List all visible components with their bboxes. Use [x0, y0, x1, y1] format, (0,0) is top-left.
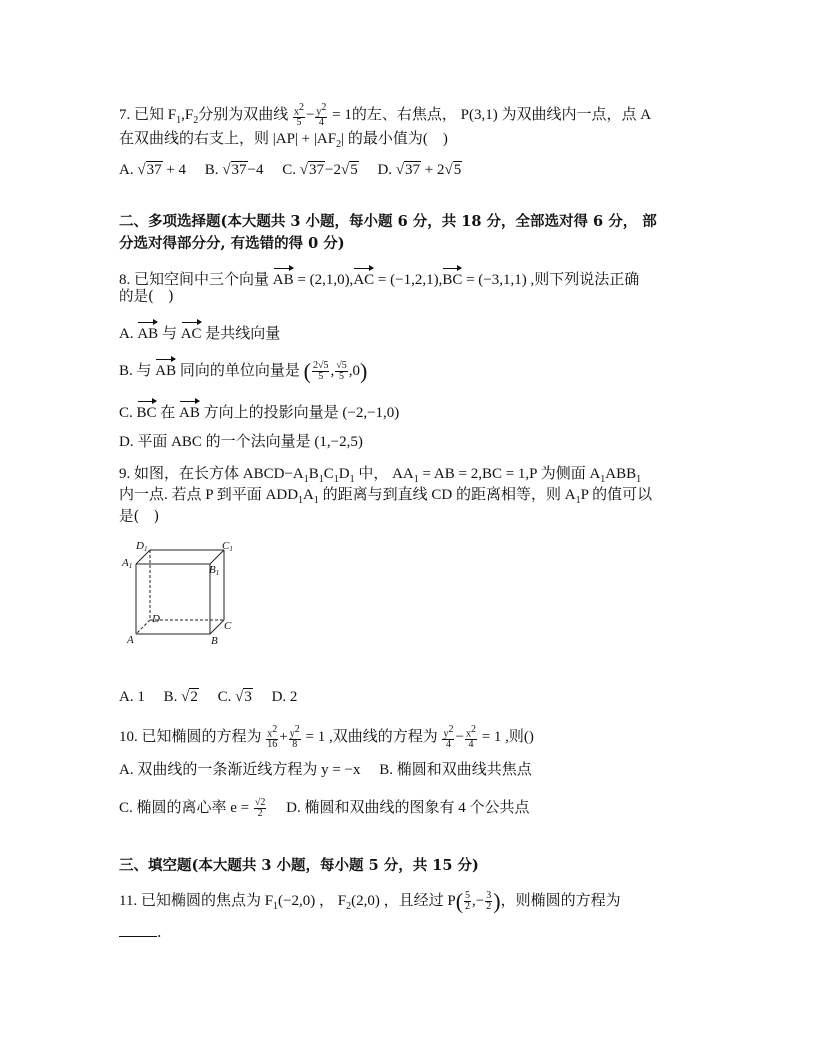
q7-option-a: A. √37 + 4	[119, 162, 187, 178]
q8-option-b: B. 与 AB 同向的单位向量是 ( $\frac{2√5}{5}$ , $\frac{√5}{5}$ ,0)	[119, 358, 368, 384]
q8-option-d: D. 平面 ABC 的一个法向量是 (1,−2,5)	[119, 434, 363, 450]
q9-option-a: A. 1	[119, 689, 145, 705]
label-d: D	[152, 613, 160, 625]
edge-da	[136, 620, 150, 634]
q8-option-a: A. AB 与 AC 是共线向量	[119, 320, 280, 344]
q9-line1: 9. 如图，在长方体 $ABCD-A_1B_1C_1D_1$ 中， $AA_1$ = AB = 2,BC = 1,P 为侧面 $A_1ABB_1$	[119, 466, 642, 485]
section3-heading: 三、填空题(本大题共 3 小题，每小题 5 分，共 15 分)	[119, 857, 479, 874]
q9-option-d: D. 2	[271, 689, 298, 705]
label-a: A	[127, 634, 134, 646]
q10-option-c: C. 椭圆的离心率 e = $\frac{√2}{2}$	[119, 797, 266, 820]
label-a1: A1	[122, 557, 133, 570]
label-c: C	[224, 620, 232, 632]
label-b1: B1	[209, 564, 220, 577]
q7-line1: 7. 已知 $F_1,F_2$分别为双曲线 $\frac{x^2}{5}$ − $\frac{y^2}{4}$ = 1的左、右焦点， P(3,1) 为双曲线内一点，点 A	[119, 102, 652, 129]
q10-option-d: D. 椭圆和双曲线的图象有 4 个公共点	[286, 800, 530, 816]
q7-option-d: D. √37 + 2√5	[377, 162, 462, 178]
q7-options	[119, 160, 462, 180]
q8-option-c: C. BC 在 AB 方向上的投影向量是 (−2,−1,0)	[119, 399, 399, 423]
q10-option-a: A. 双曲线的一条渐近线方程为 y = −x	[119, 762, 361, 778]
q10-options-ab	[119, 760, 532, 780]
edge-cb	[210, 620, 224, 634]
q7-option-b: B. √37−4	[204, 162, 264, 178]
q9-options	[119, 687, 297, 707]
cuboid-figure	[118, 536, 248, 648]
q10-line1: 10. 已知椭圆的方程为 $\frac{x^2}{16}$ + $\frac{y^2}{8}$ = 1 ,双曲线的方程为 $\frac{y^2}{4}$ − $\frac{x^2}{4}$ = 1 ,则()	[119, 724, 534, 751]
q9-line3: 是( )	[119, 509, 160, 525]
label-b: B	[211, 635, 218, 647]
label-d1: D1	[136, 540, 148, 553]
q8-line2: 的是( )	[119, 289, 174, 305]
q9-option-b: B. √2	[163, 689, 198, 705]
edge-c1b1	[210, 550, 224, 564]
q7-line2: 在双曲线的右支上，则 $|AP| + |AF_2|$ 的最小值为( )	[119, 131, 448, 150]
q9-option-c: C. √3	[217, 689, 252, 705]
q8-line1: 8. 已知空间中三个向量 AB = (2,1,0),AC = (−1,2,1),BC = (−3,1,1) ,则下列说法正确	[119, 266, 639, 290]
q11-answer-blank[interactable]: .	[119, 922, 162, 943]
label-c1: C1	[222, 540, 233, 553]
q7-option-c: C. √37−2√5	[282, 162, 358, 178]
section2-heading-line2: 分选对得部分分, 有选错的得 0 分)	[119, 235, 345, 252]
q10-option-b: B. 椭圆和双曲线共焦点	[379, 762, 532, 778]
section2-heading-line1: 二、多项选择题(本大题共 3 小题，每小题 6 分，共 18 分，全部选对得 6 分， 部	[119, 213, 657, 230]
q9-line2: 内一点. 若点 P 到平面 $ADD_1A_1$ 的距离与到直线 CD 的距离相等，则 $A_1P$ 的值可以	[119, 487, 653, 506]
q10-options-cd	[119, 798, 529, 819]
answer-blank[interactable]	[119, 922, 157, 937]
q11-line1: 11. 已知椭圆的焦点为 $F_1(-2,0)$ ， $F_2(2,0)$ ，且经过 P( $\frac{5}{2}$ ,− $\frac{3}{2}$ )，则椭圆的方程为	[119, 888, 621, 914]
